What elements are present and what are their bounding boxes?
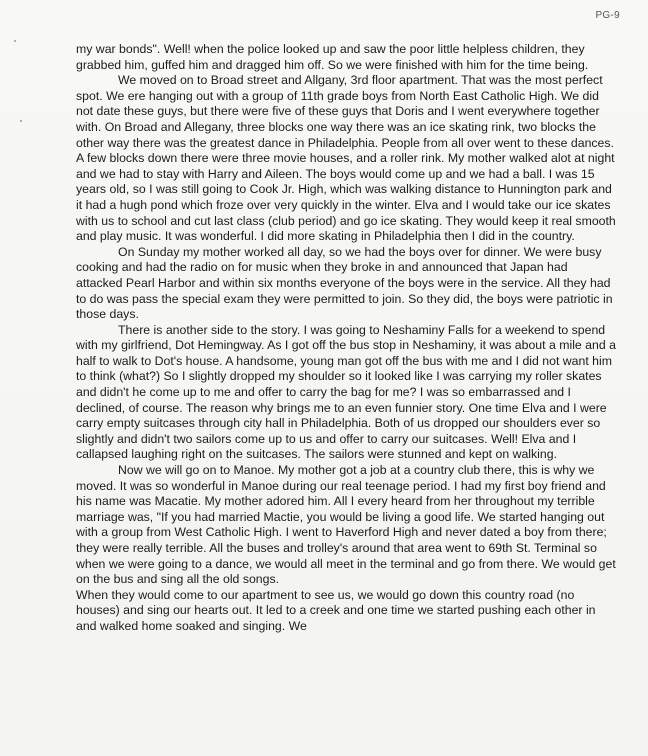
paper-speck	[14, 40, 16, 42]
body-text	[76, 42, 616, 635]
paragraph-4: There is another side to the story. I was going to Neshaminy Falls for a weekend to spend with my girlfriend, Dot Hemingway. As I got off the bus stop in Neshaminy, it was about a mile and a half to walk to Dot's house. A handsome, young man got off the bus with me and I did not want him to think (what?) So I slightly dropped my shoulder so it looked like I was carrying my roller skates and didn't he come up to me and offer to carry the bag for me? I was so embarrassed and I declined, of course. The reason why brings me to an even funnier story. One time Elva and I were carry empty suitcases through city hall in Philadelphia. Both of us dropped our shoulders ever so slightly and didn't two sailors come up to us and offer to carry our suitcases. Well! Elva and I callapsed laughing right on the suitcases. The sailors were stunned and kept on walking.	[76, 322, 616, 462]
paragraph-2: We moved on to Broad street and Allgany, 3rd floor apartment. That was the most perfect spot. We ere hanging out with a group of 11th grade boys from North East Catholic High. We did not date these guys, but there were five of these guys that Doris and I went everywhere together with. On Broad and Allegany, three blocks one way there was an ice skating rink, two blocks the other way there was the greatest dance in Philadelphia. People from all over went to these dances. A few blocks down there were three movie houses, and a roller rink. My mother walked alot at night and we had to stay with Harry and Aileen. The boys would come up and we had a ball. I was 15 years old, so I was still going to Cook Jr. High, which was walking distance to Hunnington park and it had a hugh pond which froze over very quickly in the winter. Elva and I would take our ice skates with us to school and cut last class (club period) and go ice skating. They would keep it real smooth and play music. It was wonderful. I did more skating in Philadelphia then I did in the country.	[76, 73, 616, 244]
paragraph-6: When they would come to our apartment to see us, we would go down this country road (no houses) and sing our hearts out. It led to a creek and one time we started pushing each other in and walked home soaked and singing. We	[76, 587, 596, 633]
paragraph-3: On Sunday my mother worked all day, so we had the boys over for dinner. We were busy cooking and had the radio on for music when they broke in and announced that Japan had attacked Pearl Harbor and within six months everyone of the boys were in the service. All they had to do was pass the special exam they were permitted to join. So they did, the boys were patriotic in those days.	[76, 244, 613, 322]
paragraph-5: Now we will go on to Manoe. My mother got a job at a country club there, this is why we moved. It was so wonderful in Manoe during our real teenage period. I had my first boy friend and his name was Macatie. My mother adored him. All I every heard from her throughout my terrible marriage was, "If you had married Mactie, you would be living a good life. We started hanging out with a group from West Catholic High. I went to Haverford High and never dated a boy from there; they were really terrible. All the buses and trolley's around that area went to 69th St. Terminal so when we were going to a dance, we would all meet in the terminal and go from there. We would get on the bus and sing all the old songs.	[76, 463, 616, 587]
paper-speck	[20, 120, 22, 122]
paragraph-1: my war bonds". Well! when the police looked up and saw the poor little helpless children, they grabbed him, guffed him and dragged him off. So we were finished with him for the time being.	[76, 42, 589, 72]
page-number: PG-9	[595, 10, 620, 21]
